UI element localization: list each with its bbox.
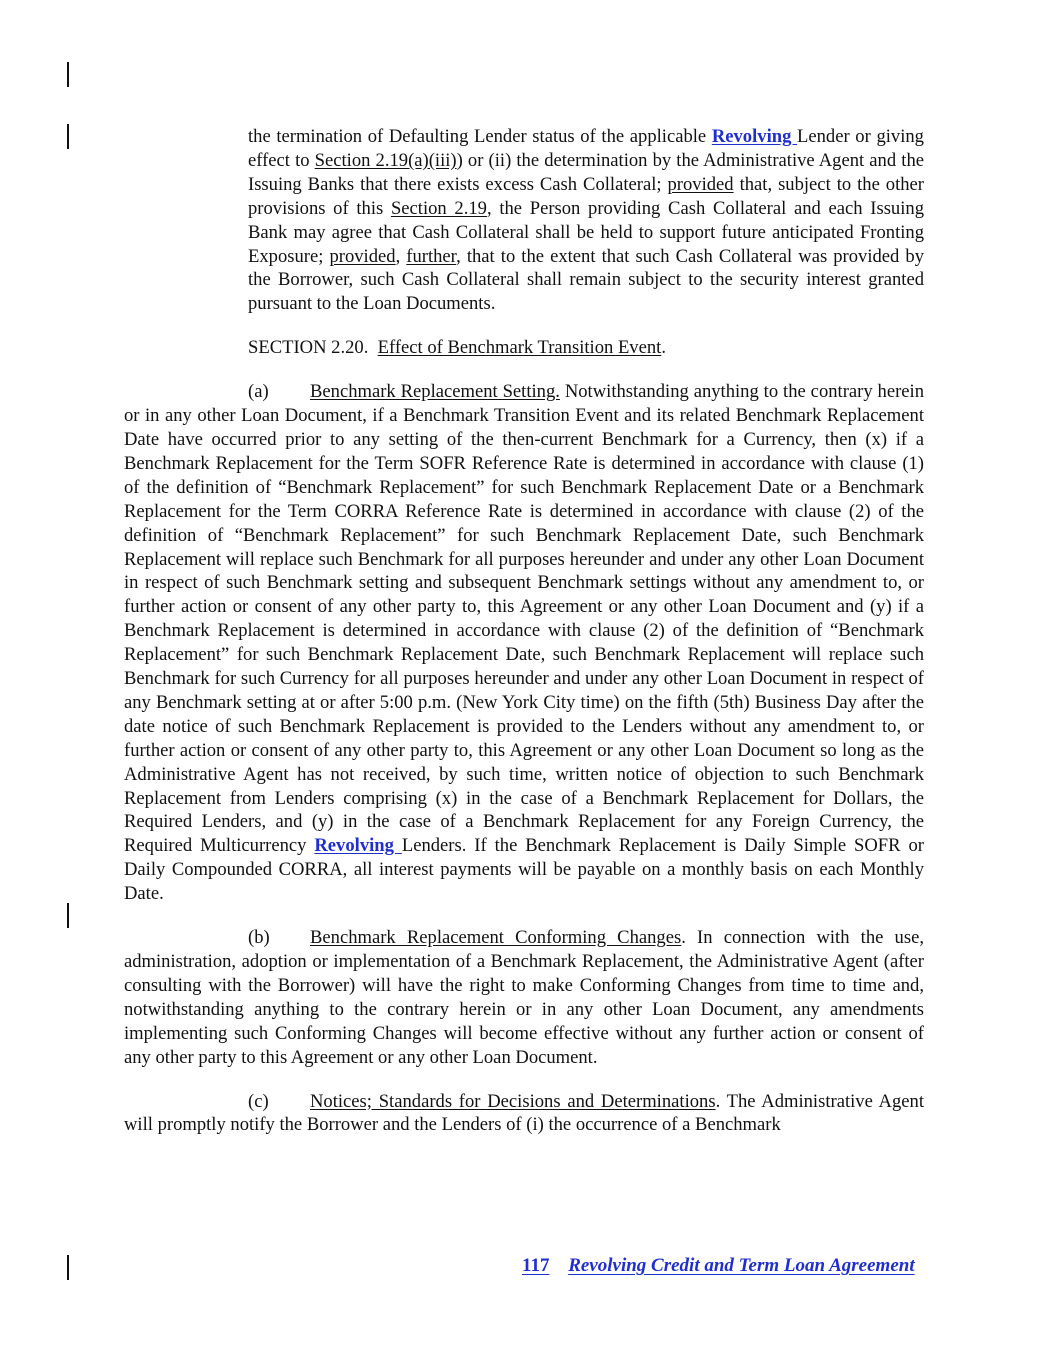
section-reference: Section 2.19 [390, 197, 487, 219]
revision-change-bar [67, 1255, 69, 1280]
revision-change-bar [67, 62, 69, 87]
revolving-link[interactable]: Revolving [314, 835, 402, 857]
revision-change-bar [67, 124, 69, 149]
document-page [124, 125, 924, 1157]
clause-label: (a) [248, 381, 269, 403]
provided-term: provided [667, 173, 734, 195]
paragraph-a: (a) Benchmark Replacement Setting. Notwithstanding anything to the contrary herein or in any other Loan Document, if a Benchmark Transition Event and its related Benchmark Replacement Date have occurred prior to any setting of the then-current Benchmark for a Currency, then (x) if a Benchmark Replacement for the Term SOFR Reference Rate is determined in accordance with clause (1) of the definition of “Benchmark Replacement” for such Benchmark Replacement Date or a Benchmark Replacement for the Term CORRA Reference Rate is determined in accordance with clause (2) of the definition of “Benchmark Replacement” for such Benchmark Replacement Date, such Benchmark Replacement will replace such Benchmark for all purposes hereunder and under any other Loan Document in respect of such Benchmark setting and subsequent Benchmark settings without any amendment to, or further action or consent of any other party to, this Agreement or any other Loan Document and (y) if a Benchmark Replacement is determined in accordance with clause (2) of the definition of “Benchmark Replacement” for such Benchmark Replacement Date, such Benchmark Replacement will replace such Benchmark for such Currency for all purposes hereunder and under any other Loan Document in respect of any Benchmark setting at or after 5:00 p.m. (New York City time) on the fifth (5th) Business Day after the date notice of such Benchmark Replacement is provided to the Lenders without any amendment to, or further action or consent of any other party to, this Agreement or any other Loan Document so long as the Administrative Agent has not received, by such time, written notice of objection to such Benchmark Replacement from Lenders comprising (x) in the case of a Benchmark Replacement for Dollars, the Required Lenders, and (y) in the case of a Benchmark Replacement for any Foreign Currency, the Required Multicurrency Revolving Lenders. If the Benchmark Replacement is Daily Simple SOFR or Daily Compounded CORRA, all interest payments will be payable on a monthly basis on each Monthly Date. [124, 381, 925, 905]
paragraph-c: (c) Notices; Standards for Decisions and Determinations. The Administrative Agent will promptly notify the Borrower and the Lenders of (i) the occurrence of a Benchmark [124, 1090, 924, 1136]
section-title: Effect of Benchmark Transition Event [377, 337, 662, 359]
clause-label: (c) [248, 1090, 269, 1112]
revolving-link[interactable]: Revolving [711, 126, 798, 147]
further-term: further [406, 245, 457, 267]
revision-change-bar [67, 903, 69, 928]
clause-heading: Benchmark Replacement Conforming Changes [310, 927, 682, 949]
clause-heading: Notices; Standards for Decisions and Determinations [310, 1090, 716, 1112]
document-title-link[interactable]: Revolving Credit and Term Loan Agreement [568, 1255, 915, 1276]
section-heading: SECTION 2.20. Effect of Benchmark Transition Event. [248, 337, 666, 359]
clause-heading: Benchmark Replacement Setting. [310, 381, 560, 403]
page-footer [522, 1255, 915, 1277]
paragraph-b: (b) Benchmark Replacement Conforming Changes. In connection with the use, administration, adoption or implementation of a Benchmark Replacement, the Administrative Agent (after consulting with the Borrower) will have the right to make Conforming Changes from time to time and, notwithstanding anything to the contrary herein or in any other Loan Document, any amendments implementing such Conforming Changes will become effective without any further action or consent of any other party to this Agreement or any other Loan Document. [124, 927, 924, 1068]
clause-label: (b) [248, 927, 270, 949]
page-number-link[interactable]: 117 [522, 1255, 550, 1276]
continuation-paragraph: the termination of Defaulting Lender status of the applicable Revolving Lender or giving effect to Section 2.19(a)(iii)) or (ii) the determination by the Administrative Agent and the Issuing Banks that there exists excess Cash Collateral; provided that, subject to the other provisions of this Section 2.19, the Person providing Cash Collateral and each Issuing Bank may agree that Cash Collateral shall be held to support future anticipated Fronting Exposure; provided, further, that to the extent that such Cash Collateral was provided by the Borrower, such Cash Collateral shall remain subject to the security interest granted pursuant to the Loan Documents. [248, 126, 925, 315]
section-number: SECTION 2.20. [248, 337, 369, 359]
section-reference: Section 2.19(a)(iii) [314, 149, 457, 171]
provided-term: provided [329, 245, 396, 267]
